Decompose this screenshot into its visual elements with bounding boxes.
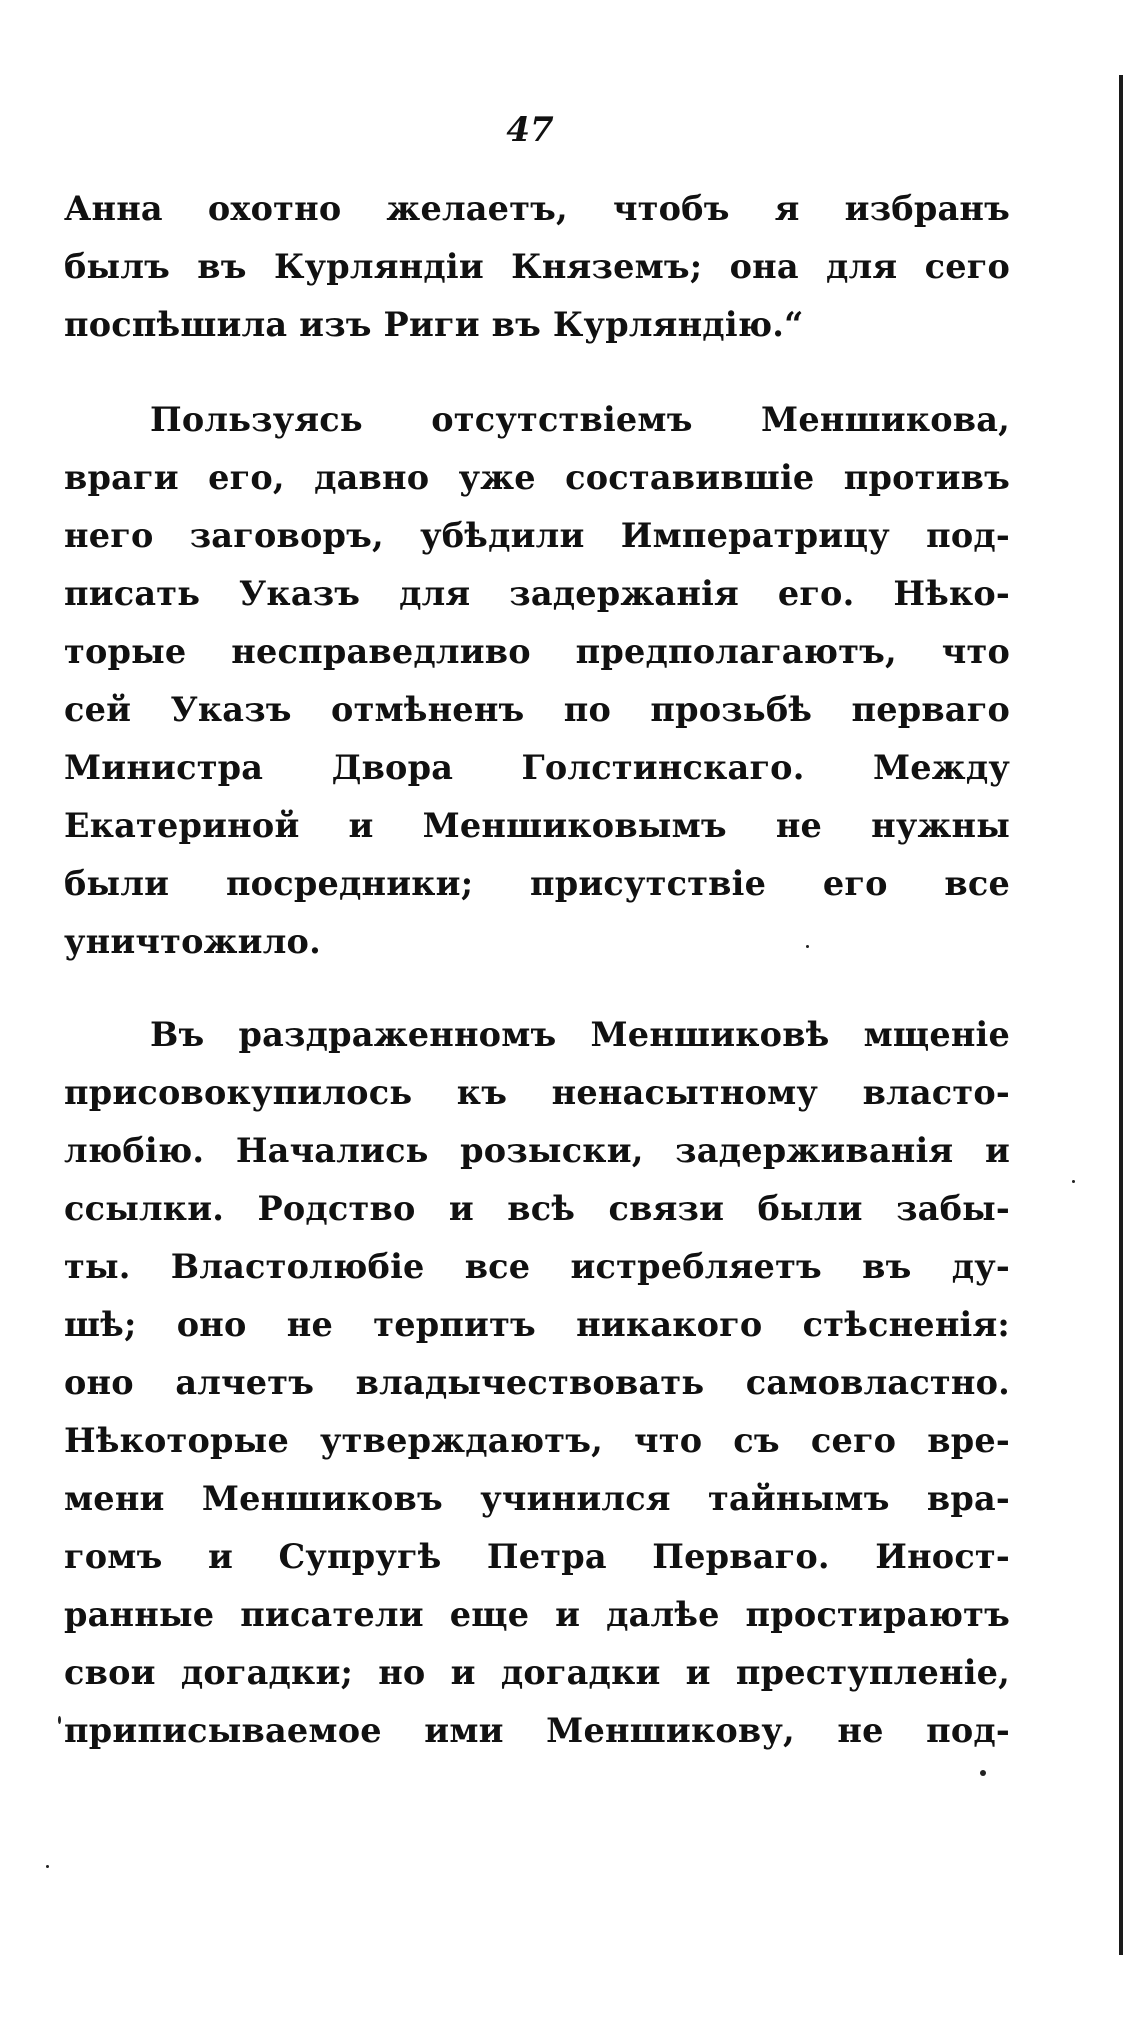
- text-line: присовокупилось къ ненасытному власто-: [64, 1073, 1010, 1112]
- text-line: гомъ и Супругѣ Петра Перваго. Иност-: [64, 1537, 1010, 1576]
- page-edge-shadow: [1119, 75, 1123, 1955]
- scan-speck: [980, 1770, 986, 1776]
- page-number: 47: [506, 110, 554, 150]
- scan-speck: [806, 945, 809, 948]
- text-line: мени Меншиковъ учинился тайнымъ вра-: [64, 1479, 1010, 1518]
- text-line: шѣ; оно не терпитъ никакого стѣсненія:: [64, 1305, 1010, 1344]
- text-line: былъ въ Курляндіи Княземъ; она для сего: [64, 247, 1010, 286]
- text-line: поспѣшила изъ Риги въ Курляндію.“: [64, 305, 804, 344]
- text-line: Анна охотно желаетъ, чтобъ я избранъ: [64, 189, 1010, 228]
- text-line: свои догадки; но и догадки и преступленіе,: [64, 1653, 1010, 1692]
- scan-speck: [46, 1865, 49, 1868]
- text-line: Екатериной и Меншиковымъ не нужны: [64, 806, 1010, 845]
- text-line: ссылки. Родство и всѣ связи были забы-: [64, 1189, 1010, 1228]
- text-line: торые несправедливо предполагаютъ, что: [64, 632, 1010, 671]
- text-line: ты. Властолюбіе все истребляетъ въ ду-: [64, 1247, 1010, 1286]
- text-line: любію. Начались розыски, задерживанія и: [64, 1131, 1010, 1170]
- text-line: Въ раздраженномъ Меншиковѣ мщеніе: [150, 1015, 1010, 1054]
- scan-speck: [1072, 1180, 1075, 1183]
- text-line: враги его, давно уже составившіе противъ: [64, 458, 1010, 497]
- text-line: сей Указъ отмѣненъ по прозьбѣ перваго: [64, 690, 1010, 729]
- text-line: оно алчетъ владычествовать самовластно.: [64, 1363, 1010, 1402]
- text-line: Министра Двора Голстинскаго. Между: [64, 748, 1010, 787]
- text-line: приписываемое ими Меншикову, не под-: [64, 1711, 1010, 1750]
- text-line: писать Указъ для задержанія его. Нѣко-: [64, 574, 1010, 613]
- text-line: уничтожило.: [64, 922, 321, 961]
- text-line: ранные писатели еще и далѣе простираютъ: [64, 1595, 1010, 1634]
- text-line: были посредники; присутствіе его все: [64, 864, 1010, 903]
- scan-speck: [58, 1716, 61, 1724]
- text-line: Нѣкоторые утверждаютъ, что съ сего вре-: [64, 1421, 1010, 1460]
- text-line: Пользуясь отсутствіемъ Меншикова,: [150, 400, 1010, 439]
- text-line: него заговоръ, убѣдили Императрицу под-: [64, 516, 1010, 555]
